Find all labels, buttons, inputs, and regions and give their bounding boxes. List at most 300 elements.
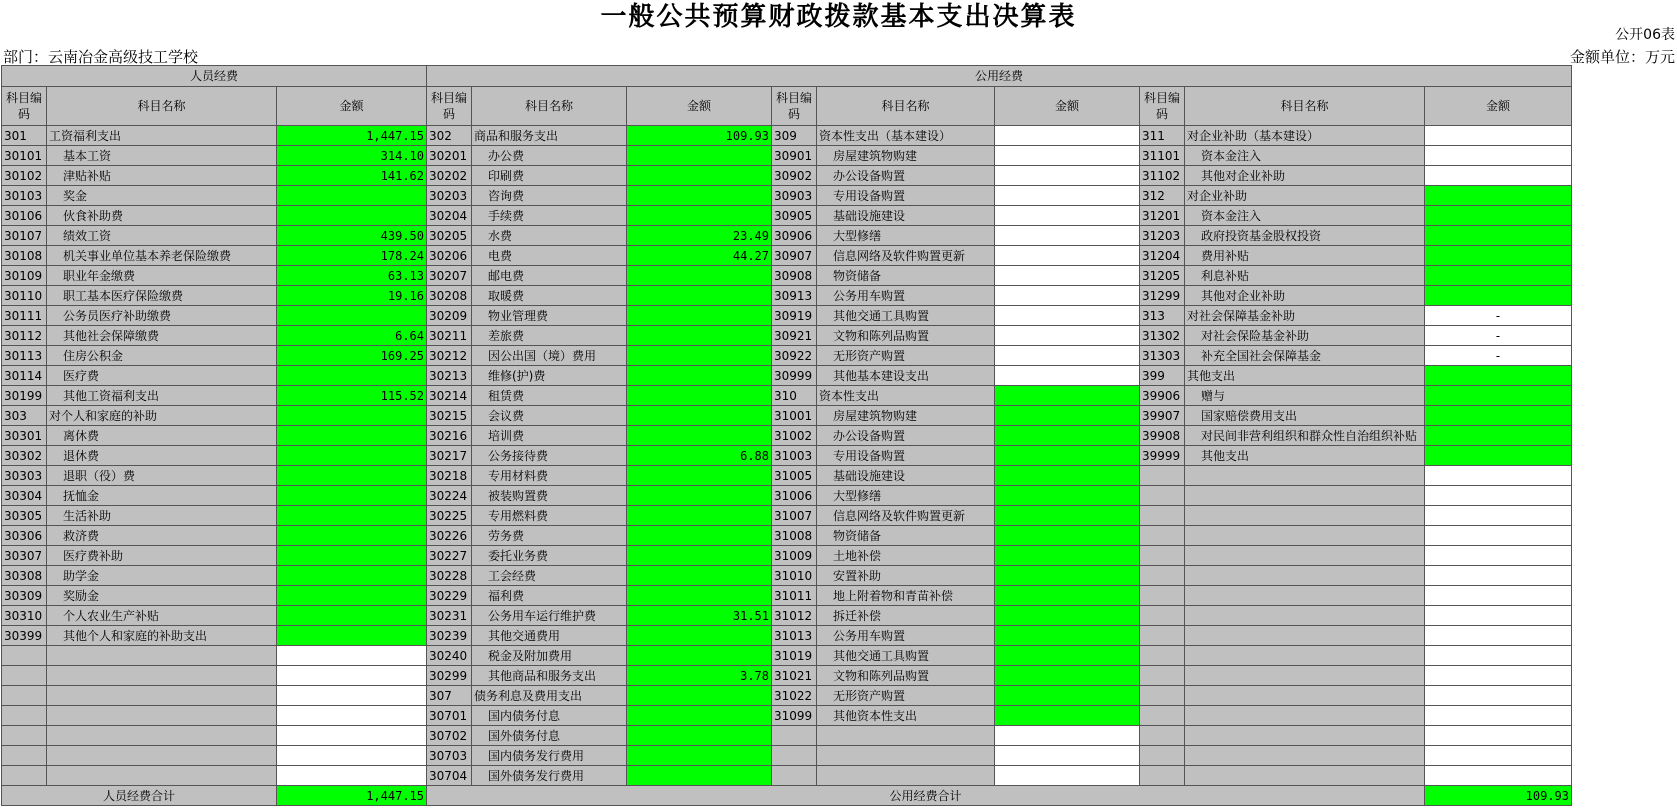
amount-cell: 169.25	[277, 346, 427, 366]
subject-name: 信息网络及软件购置更新	[817, 246, 995, 266]
subject-name: 地上附着物和青苗补偿	[817, 586, 995, 606]
amount-cell: 63.13	[277, 266, 427, 286]
subject-name	[1185, 706, 1425, 726]
subject-name: 房屋建筑物购建	[817, 146, 995, 166]
subject-name: 物资储备	[817, 526, 995, 546]
amount-cell	[1425, 606, 1572, 626]
amount-cell	[627, 386, 772, 406]
header-name: 科目名称	[47, 87, 277, 126]
amount-cell	[277, 666, 427, 686]
subject-name	[1185, 546, 1425, 566]
subject-code: 30111	[2, 306, 47, 326]
subject-code	[1140, 526, 1185, 546]
subject-code: 39906	[1140, 386, 1185, 406]
subject-name: 伙食补助费	[47, 206, 277, 226]
amount-cell	[627, 466, 772, 486]
subject-name: 其他工资福利支出	[47, 386, 277, 406]
subject-name	[1185, 526, 1425, 546]
subject-code: 30109	[2, 266, 47, 286]
subject-name: 公务接待费	[472, 446, 627, 466]
amount-cell	[627, 186, 772, 206]
subject-name: 其他交通工具购置	[817, 646, 995, 666]
subject-code: 31099	[772, 706, 817, 726]
table-row	[2, 366, 1572, 386]
personnel-total-label: 人员经费合计	[2, 786, 277, 806]
amount-cell	[1425, 226, 1572, 246]
subject-code: 30901	[772, 146, 817, 166]
amount-cell	[277, 526, 427, 546]
subject-name: 费用补贴	[1185, 246, 1425, 266]
subject-code	[1140, 706, 1185, 726]
amount-cell	[627, 766, 772, 786]
subject-name: 补充全国社会保障基金	[1185, 346, 1425, 366]
table-row	[2, 526, 1572, 546]
table-row	[2, 166, 1572, 186]
subject-name: 会议费	[472, 406, 627, 426]
subject-code: 31101	[1140, 146, 1185, 166]
amount-cell	[1425, 206, 1572, 226]
table-row	[2, 386, 1572, 406]
table-row	[2, 706, 1572, 726]
subject-name: 劳务费	[472, 526, 627, 546]
subject-code: 31012	[772, 606, 817, 626]
subject-code: 30202	[427, 166, 472, 186]
subject-code: 30302	[2, 446, 47, 466]
amount-cell	[995, 646, 1140, 666]
subject-name: 资本性支出	[817, 386, 995, 406]
amount-cell: 109.93	[627, 126, 772, 146]
subject-name	[1185, 646, 1425, 666]
table-row	[2, 666, 1572, 686]
subject-code	[1140, 766, 1185, 786]
amount-cell	[995, 286, 1140, 306]
subject-name	[1185, 586, 1425, 606]
subject-name: 助学金	[47, 566, 277, 586]
subject-name	[817, 766, 995, 786]
amount-cell	[995, 146, 1140, 166]
table-row	[2, 406, 1572, 426]
amount-cell	[995, 726, 1140, 746]
subject-name: 离休费	[47, 426, 277, 446]
table-row	[2, 466, 1572, 486]
subject-name: 奖励金	[47, 586, 277, 606]
amount-cell	[277, 706, 427, 726]
subject-name: 其他商品和服务支出	[472, 666, 627, 686]
subject-name	[817, 746, 995, 766]
subject-name: 抚恤金	[47, 486, 277, 506]
amount-cell	[1425, 126, 1572, 146]
subject-name: 其他资本性支出	[817, 706, 995, 726]
subject-name: 工资福利支出	[47, 126, 277, 146]
amount-cell: 141.62	[277, 166, 427, 186]
subject-name	[1185, 666, 1425, 686]
table-row	[2, 766, 1572, 786]
amount-cell	[995, 766, 1140, 786]
table-row	[2, 126, 1572, 146]
subject-code: 30112	[2, 326, 47, 346]
amount-cell	[627, 366, 772, 386]
subject-code: 30208	[427, 286, 472, 306]
subject-name: 维修(护)费	[472, 366, 627, 386]
amount-cell	[277, 686, 427, 706]
header-name: 科目名称	[1185, 87, 1425, 126]
amount-cell	[277, 186, 427, 206]
subject-code: 31011	[772, 586, 817, 606]
amount-cell	[627, 546, 772, 566]
subject-name: 公务用车运行维护费	[472, 606, 627, 626]
amount-cell	[627, 406, 772, 426]
section-personnel: 人员经费	[2, 66, 427, 87]
amount-cell	[995, 706, 1140, 726]
amount-cell	[995, 466, 1140, 486]
subject-code: 30303	[2, 466, 47, 486]
subject-code: 30213	[427, 366, 472, 386]
subject-name: 国外债务发行费用	[472, 766, 627, 786]
subject-name	[47, 686, 277, 706]
subject-name: 对企业补助（基本建设）	[1185, 126, 1425, 146]
subject-name: 机关事业单位基本养老保险缴费	[47, 246, 277, 266]
amount-cell	[627, 206, 772, 226]
amount-cell	[1425, 466, 1572, 486]
subject-name: 无形资产购置	[817, 686, 995, 706]
subject-name: 公务员医疗补助缴费	[47, 306, 277, 326]
header-amount: 金额	[1425, 87, 1572, 126]
subject-code: 31201	[1140, 206, 1185, 226]
subject-name: 基础设施建设	[817, 206, 995, 226]
amount-cell	[1425, 646, 1572, 666]
subject-name: 对社会保障基金补助	[1185, 306, 1425, 326]
amount-cell	[627, 526, 772, 546]
section-public: 公用经费	[427, 66, 1572, 87]
table-row	[2, 486, 1572, 506]
subject-name	[47, 726, 277, 746]
subject-code	[2, 746, 47, 766]
subject-code: 30103	[2, 186, 47, 206]
subject-code	[772, 766, 817, 786]
subject-code	[1140, 566, 1185, 586]
subject-name: 大型修缮	[817, 226, 995, 246]
subject-name: 职业年金缴费	[47, 266, 277, 286]
subject-name: 物业管理费	[472, 306, 627, 326]
subject-name: 水费	[472, 226, 627, 246]
subject-code: 30107	[2, 226, 47, 246]
amount-cell	[627, 646, 772, 666]
subject-name: 资本金注入	[1185, 146, 1425, 166]
subject-name: 退休费	[47, 446, 277, 466]
amount-cell	[995, 506, 1140, 526]
amount-cell	[1425, 146, 1572, 166]
amount-cell	[627, 686, 772, 706]
subject-code: 30204	[427, 206, 472, 226]
amount-cell	[1425, 526, 1572, 546]
amount-cell	[995, 406, 1140, 426]
subject-name: 公务用车购置	[817, 286, 995, 306]
subject-code: 31102	[1140, 166, 1185, 186]
subject-code: 30211	[427, 326, 472, 346]
subject-code: 311	[1140, 126, 1185, 146]
table-row	[2, 246, 1572, 266]
subject-name: 租赁费	[472, 386, 627, 406]
header-name: 科目名称	[817, 87, 995, 126]
subject-code	[772, 726, 817, 746]
subject-code: 39999	[1140, 446, 1185, 466]
subject-code: 31005	[772, 466, 817, 486]
amount-cell	[1425, 546, 1572, 566]
subject-code	[772, 746, 817, 766]
amount-cell	[1425, 686, 1572, 706]
amount-cell: 19.16	[277, 286, 427, 306]
amount-cell	[277, 606, 427, 626]
subject-code: 30309	[2, 586, 47, 606]
amount-cell: 115.52	[277, 386, 427, 406]
amount-cell	[277, 626, 427, 646]
amount-cell	[1425, 666, 1572, 686]
amount-cell	[627, 626, 772, 646]
personnel-total-value: 1,447.15	[277, 786, 427, 806]
subject-code: 31019	[772, 646, 817, 666]
amount-cell: 314.10	[277, 146, 427, 166]
amount-cell	[995, 226, 1140, 246]
amount-cell: -	[1425, 306, 1572, 326]
subject-code: 30701	[427, 706, 472, 726]
subject-name: 电费	[472, 246, 627, 266]
amount-cell: 439.50	[277, 226, 427, 246]
subject-name	[1185, 566, 1425, 586]
subject-code: 30305	[2, 506, 47, 526]
subject-code: 30903	[772, 186, 817, 206]
subject-code	[1140, 546, 1185, 566]
subject-name	[47, 666, 277, 686]
subject-code: 399	[1140, 366, 1185, 386]
amount-cell	[277, 446, 427, 466]
amount-cell	[277, 206, 427, 226]
subject-code	[2, 666, 47, 686]
amount-cell	[277, 406, 427, 426]
subject-name: 工会经费	[472, 566, 627, 586]
subject-name: 其他对企业补助	[1185, 166, 1425, 186]
subject-name: 咨询费	[472, 186, 627, 206]
subject-code: 30212	[427, 346, 472, 366]
subject-code: 310	[772, 386, 817, 406]
subject-name: 生活补助	[47, 506, 277, 526]
subject-code	[1140, 726, 1185, 746]
amount-cell	[627, 486, 772, 506]
subject-name: 住房公积金	[47, 346, 277, 366]
subject-name	[1185, 766, 1425, 786]
subject-name: 培训费	[472, 426, 627, 446]
header-code: 科目编码	[1140, 87, 1185, 126]
table-row	[2, 646, 1572, 666]
amount-cell	[995, 206, 1140, 226]
subject-code: 30225	[427, 506, 472, 526]
subject-name: 个人农业生产补贴	[47, 606, 277, 626]
subject-name: 取暖费	[472, 286, 627, 306]
table-row	[2, 306, 1572, 326]
subject-name: 因公出国（境）费用	[472, 346, 627, 366]
amount-cell	[1425, 246, 1572, 266]
amount-cell	[995, 326, 1140, 346]
table-row	[2, 566, 1572, 586]
subject-name: 其他基本建设支出	[817, 366, 995, 386]
amount-cell	[1425, 746, 1572, 766]
subject-name: 其他个人和家庭的补助支出	[47, 626, 277, 646]
subject-code: 31013	[772, 626, 817, 646]
table-row	[2, 546, 1572, 566]
subject-name: 基本工资	[47, 146, 277, 166]
amount-cell	[627, 746, 772, 766]
subject-name: 对企业补助	[1185, 186, 1425, 206]
subject-code: 303	[2, 406, 47, 426]
amount-cell	[627, 306, 772, 326]
subject-code	[2, 646, 47, 666]
amount-cell	[995, 666, 1140, 686]
subject-code: 31008	[772, 526, 817, 546]
subject-code: 30110	[2, 286, 47, 306]
table-row	[2, 626, 1572, 646]
subject-name	[1185, 466, 1425, 486]
subject-name	[1185, 486, 1425, 506]
subject-code: 30203	[427, 186, 472, 206]
subject-code: 30902	[772, 166, 817, 186]
subject-name: 政府投资基金股权投资	[1185, 226, 1425, 246]
subject-code: 30704	[427, 766, 472, 786]
amount-cell	[995, 306, 1140, 326]
subject-name: 国内债务付息	[472, 706, 627, 726]
amount-cell	[995, 626, 1140, 646]
subject-code: 30224	[427, 486, 472, 506]
subject-code: 30310	[2, 606, 47, 626]
subject-code: 30908	[772, 266, 817, 286]
amount-cell	[627, 326, 772, 346]
subject-name: 利息补贴	[1185, 266, 1425, 286]
subject-name: 文物和陈列品购置	[817, 666, 995, 686]
header-amount: 金额	[627, 87, 772, 126]
amount-cell	[627, 706, 772, 726]
subject-name: 差旅费	[472, 326, 627, 346]
subject-name: 医疗费	[47, 366, 277, 386]
amount-cell	[995, 446, 1140, 466]
amount-cell	[277, 306, 427, 326]
header-code: 科目编码	[427, 87, 472, 126]
subject-code: 30301	[2, 426, 47, 446]
subject-code: 30921	[772, 326, 817, 346]
subject-name: 其他支出	[1185, 446, 1425, 466]
amount-cell	[627, 506, 772, 526]
subject-code	[1140, 486, 1185, 506]
amount-cell	[277, 746, 427, 766]
amount-cell	[627, 726, 772, 746]
amount-cell	[995, 606, 1140, 626]
table-row	[2, 506, 1572, 526]
table-row	[2, 426, 1572, 446]
header-amount: 金额	[995, 87, 1140, 126]
amount-cell	[277, 766, 427, 786]
subject-code: 30304	[2, 486, 47, 506]
subject-code	[1140, 586, 1185, 606]
amount-cell	[995, 546, 1140, 566]
table-row	[2, 346, 1572, 366]
subject-name: 医疗费补助	[47, 546, 277, 566]
subject-code: 30226	[427, 526, 472, 546]
subject-name	[817, 726, 995, 746]
amount-cell	[627, 566, 772, 586]
subject-name: 无形资产购置	[817, 346, 995, 366]
table-row	[2, 446, 1572, 466]
subject-name: 对社会保险基金补助	[1185, 326, 1425, 346]
subject-code: 30919	[772, 306, 817, 326]
report-title: 一般公共预算财政拨款基本支出决算表	[600, 2, 1077, 32]
subject-code: 31001	[772, 406, 817, 426]
subject-code: 31302	[1140, 326, 1185, 346]
subject-name: 奖金	[47, 186, 277, 206]
amount-cell	[277, 426, 427, 446]
subject-name: 办公设备购置	[817, 166, 995, 186]
amount-cell	[1425, 386, 1572, 406]
subject-name: 国家赔偿费用支出	[1185, 406, 1425, 426]
subject-name: 大型修缮	[817, 486, 995, 506]
subject-code: 31002	[772, 426, 817, 446]
header-name: 科目名称	[472, 87, 627, 126]
amount-cell	[1425, 446, 1572, 466]
subject-code: 30217	[427, 446, 472, 466]
subject-name: 商品和服务支出	[472, 126, 627, 146]
subject-code: 30308	[2, 566, 47, 586]
subject-name: 其他交通工具购置	[817, 306, 995, 326]
subject-name: 基础设施建设	[817, 466, 995, 486]
subject-code	[2, 706, 47, 726]
subject-name: 债务利息及费用支出	[472, 686, 627, 706]
amount-cell	[1425, 766, 1572, 786]
subject-name: 专用设备购置	[817, 446, 995, 466]
amount-cell	[1425, 566, 1572, 586]
subject-name: 津贴补贴	[47, 166, 277, 186]
subject-code: 30114	[2, 366, 47, 386]
subject-code: 31022	[772, 686, 817, 706]
subject-code	[2, 766, 47, 786]
amount-cell	[995, 126, 1140, 146]
amount-cell	[995, 686, 1140, 706]
subject-name: 退职（役）费	[47, 466, 277, 486]
subject-code: 30209	[427, 306, 472, 326]
table-row	[2, 146, 1572, 166]
subject-code: 31204	[1140, 246, 1185, 266]
amount-cell	[1425, 286, 1572, 306]
amount-cell	[277, 646, 427, 666]
amount-cell	[277, 466, 427, 486]
table-row	[2, 286, 1572, 306]
subject-code: 30703	[427, 746, 472, 766]
subject-code: 30399	[2, 626, 47, 646]
amount-cell: 6.64	[277, 326, 427, 346]
subject-name: 其他支出	[1185, 366, 1425, 386]
subject-name	[1185, 726, 1425, 746]
subject-name: 对民间非营利组织和群众性自治组织补贴	[1185, 426, 1425, 446]
subject-code: 30106	[2, 206, 47, 226]
subject-code: 31205	[1140, 266, 1185, 286]
subject-name	[1185, 506, 1425, 526]
amount-cell	[277, 726, 427, 746]
subject-name: 物资储备	[817, 266, 995, 286]
subject-code	[1140, 606, 1185, 626]
amount-cell	[627, 146, 772, 166]
amount-cell	[277, 566, 427, 586]
subject-code	[1140, 646, 1185, 666]
subject-code: 30239	[427, 626, 472, 646]
subject-code: 31299	[1140, 286, 1185, 306]
subject-name: 专用材料费	[472, 466, 627, 486]
subject-code: 301	[2, 126, 47, 146]
subject-name	[47, 706, 277, 726]
